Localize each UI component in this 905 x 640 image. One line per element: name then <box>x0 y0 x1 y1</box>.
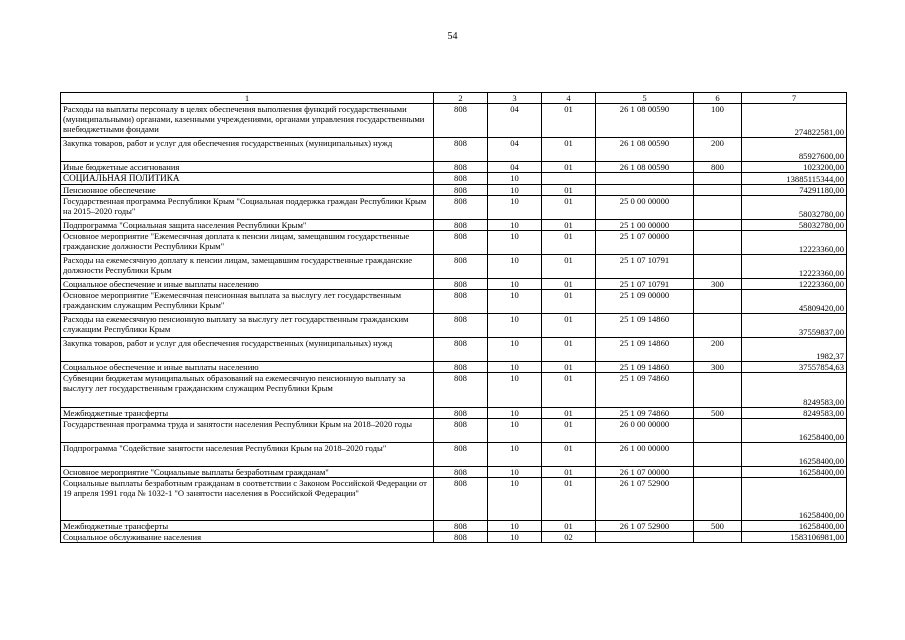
row-code-admin: 808 <box>434 408 488 419</box>
row-code-subsection: 01 <box>542 478 596 521</box>
row-name: Иные бюджетные ассигнования <box>61 162 434 173</box>
row-code-expense-type <box>694 314 742 338</box>
row-code-section: 10 <box>488 532 542 543</box>
row-name: Подпрограмма "Социальная защита населения Республики Крым" <box>61 220 434 231</box>
row-name: Основное мероприятие "Ежемесячная доплата к пенсии лицам, замещавшим государственные гражданские должности Республики Крым" <box>61 231 434 255</box>
row-amount: 16258400,00 <box>742 467 847 478</box>
row-code-expense-type <box>694 255 742 279</box>
row-amount: 8249583,00 <box>742 408 847 419</box>
row-code-section: 10 <box>488 443 542 467</box>
row-code-admin: 808 <box>434 290 488 314</box>
row-code-target: 25 1 09 14860 <box>596 338 694 362</box>
row-code-target: 25 1 07 00000 <box>596 231 694 255</box>
row-name: Государственная программа труда и занятости населения Республики Крым на 2018–2020 годы <box>61 419 434 443</box>
row-amount: 58032780,00 <box>742 196 847 220</box>
row-code-expense-type <box>694 532 742 543</box>
row-code-admin: 808 <box>434 279 488 290</box>
row-amount: 8249583,00 <box>742 373 847 408</box>
row-code-expense-type: 300 <box>694 279 742 290</box>
table-row <box>61 478 847 521</box>
table-row <box>61 338 847 362</box>
row-code-section: 10 <box>488 478 542 521</box>
row-code-admin: 808 <box>434 231 488 255</box>
row-code-subsection: 01 <box>542 162 596 173</box>
row-code-subsection: 01 <box>542 220 596 231</box>
row-code-expense-type: 800 <box>694 162 742 173</box>
row-name: Государственная программа Республики Крым "Социальная поддержка граждан Республики Крым на 2015–2020 годы" <box>61 196 434 220</box>
row-code-subsection: 01 <box>542 338 596 362</box>
row-name: Пенсионное обеспечение <box>61 185 434 196</box>
row-code-expense-type <box>694 478 742 521</box>
header-col-2: 2 <box>434 93 488 104</box>
row-code-section: 10 <box>488 290 542 314</box>
row-code-expense-type <box>694 173 742 185</box>
table-row <box>61 255 847 279</box>
row-code-target: 25 1 09 14860 <box>596 362 694 373</box>
row-amount: 1982,37 <box>742 338 847 362</box>
row-code-section: 10 <box>488 231 542 255</box>
row-code-target: 26 1 07 52900 <box>596 521 694 532</box>
row-code-expense-type <box>694 467 742 478</box>
table-row <box>61 521 847 532</box>
row-code-section: 10 <box>488 196 542 220</box>
row-amount: 16258400,00 <box>742 478 847 521</box>
budget-table-body <box>61 104 847 543</box>
row-code-subsection: 01 <box>542 196 596 220</box>
row-code-admin: 808 <box>434 467 488 478</box>
table-row <box>61 138 847 162</box>
header-col-3: 3 <box>488 93 542 104</box>
row-code-section: 10 <box>488 338 542 362</box>
row-amount: 85927600,00 <box>742 138 847 162</box>
row-amount: 58032780,00 <box>742 220 847 231</box>
row-code-subsection: 01 <box>542 443 596 467</box>
row-code-target: 26 1 08 00590 <box>596 104 694 138</box>
row-code-admin: 808 <box>434 162 488 173</box>
row-code-target: 25 1 00 00000 <box>596 220 694 231</box>
row-code-subsection: 01 <box>542 185 596 196</box>
table-row <box>61 419 847 443</box>
row-code-subsection: 01 <box>542 362 596 373</box>
row-code-subsection <box>542 173 596 185</box>
row-code-expense-type: 200 <box>694 338 742 362</box>
row-code-admin: 808 <box>434 138 488 162</box>
row-code-section: 04 <box>488 162 542 173</box>
row-code-expense-type: 100 <box>694 104 742 138</box>
row-code-section: 10 <box>488 220 542 231</box>
row-code-admin: 808 <box>434 196 488 220</box>
row-name: Расходы на ежемесячную доплату к пенсии лицам, замещавшим государственные гражданские должности Республики Крым <box>61 255 434 279</box>
row-code-expense-type <box>694 220 742 231</box>
row-code-admin: 808 <box>434 373 488 408</box>
row-code-subsection: 01 <box>542 373 596 408</box>
row-code-section: 10 <box>488 314 542 338</box>
row-code-subsection: 02 <box>542 532 596 543</box>
row-code-target: 26 1 08 00590 <box>596 138 694 162</box>
row-code-target: 26 1 07 52900 <box>596 478 694 521</box>
table-row <box>61 162 847 173</box>
page-number: 54 <box>447 31 458 42</box>
row-code-target: 25 1 09 74860 <box>596 373 694 408</box>
row-code-section: 04 <box>488 104 542 138</box>
row-name: Субвенции бюджетам муниципальных образований на ежемесячную пенсионную выплату за выслугу лет государственным гражданским служащим Республики Крым <box>61 373 434 408</box>
row-amount: 274822581,00 <box>742 104 847 138</box>
table-row <box>61 408 847 419</box>
row-code-target: 26 0 00 00000 <box>596 419 694 443</box>
row-code-admin: 808 <box>434 255 488 279</box>
table-row <box>61 196 847 220</box>
row-code-subsection: 01 <box>542 231 596 255</box>
table-row <box>61 362 847 373</box>
row-amount: 37559837,00 <box>742 314 847 338</box>
header-col-1: 1 <box>61 93 434 104</box>
row-code-admin: 808 <box>434 532 488 543</box>
row-amount: 74291180,00 <box>742 185 847 196</box>
row-code-section: 10 <box>488 373 542 408</box>
row-code-subsection: 01 <box>542 104 596 138</box>
table-row <box>61 279 847 290</box>
row-code-expense-type <box>694 231 742 255</box>
table-row <box>61 185 847 196</box>
row-amount: 1583106981,00 <box>742 532 847 543</box>
row-code-target: 25 1 09 14860 <box>596 314 694 338</box>
row-code-expense-type <box>694 196 742 220</box>
budget-table <box>60 92 847 543</box>
row-amount: 37557854,63 <box>742 362 847 373</box>
row-code-target: 26 1 08 00590 <box>596 162 694 173</box>
row-amount: 16258400,00 <box>742 443 847 467</box>
row-code-admin: 808 <box>434 173 488 185</box>
row-code-section: 10 <box>488 255 542 279</box>
row-name: Межбюджетные трансферты <box>61 521 434 532</box>
row-code-target: 25 1 07 10791 <box>596 279 694 290</box>
row-code-expense-type <box>694 290 742 314</box>
row-name: Расходы на выплаты персоналу в целях обеспечения выполнения функций государственными (муниципальными) органами, казенными учреждениями, органами управления государственными внебюджетными фондами <box>61 104 434 138</box>
row-code-target <box>596 532 694 543</box>
table-row <box>61 373 847 408</box>
row-code-target: 25 0 00 00000 <box>596 196 694 220</box>
row-code-subsection: 01 <box>542 408 596 419</box>
row-name: Социальное обеспечение и иные выплаты населению <box>61 362 434 373</box>
row-name: Социальное обеспечение и иные выплаты населению <box>61 279 434 290</box>
row-amount: 45809420,00 <box>742 290 847 314</box>
row-amount: 12223360,00 <box>742 231 847 255</box>
header-col-5: 5 <box>596 93 694 104</box>
row-code-subsection: 01 <box>542 521 596 532</box>
row-code-section: 10 <box>488 467 542 478</box>
row-code-expense-type <box>694 373 742 408</box>
table-row <box>61 290 847 314</box>
table-header-row <box>61 93 847 104</box>
table-row <box>61 314 847 338</box>
row-code-section: 10 <box>488 408 542 419</box>
row-code-admin: 808 <box>434 521 488 532</box>
row-code-subsection: 01 <box>542 138 596 162</box>
row-name: Подпрограмма "Содействие занятости населения Республики Крым на 2018–2020 годы" <box>61 443 434 467</box>
row-code-admin: 808 <box>434 220 488 231</box>
row-code-admin: 808 <box>434 362 488 373</box>
table-row <box>61 532 847 543</box>
row-name: Закупка товаров, работ и услуг для обеспечения государственных (муниципальных) нужд <box>61 138 434 162</box>
row-code-subsection: 01 <box>542 255 596 279</box>
row-code-section: 10 <box>488 419 542 443</box>
row-amount: 16258400,00 <box>742 521 847 532</box>
row-code-admin: 808 <box>434 104 488 138</box>
row-amount: 12223360,00 <box>742 279 847 290</box>
row-code-subsection: 01 <box>542 279 596 290</box>
row-name: Основное мероприятие "Социальные выплаты безработным гражданам" <box>61 467 434 478</box>
header-col-6: 6 <box>694 93 742 104</box>
row-code-expense-type: 200 <box>694 138 742 162</box>
table-row <box>61 231 847 255</box>
row-code-target <box>596 185 694 196</box>
row-code-expense-type: 300 <box>694 362 742 373</box>
row-code-section: 10 <box>488 521 542 532</box>
row-code-admin: 808 <box>434 478 488 521</box>
table-row <box>61 443 847 467</box>
table-row <box>61 104 847 138</box>
row-name: Социальное обслуживание населения <box>61 532 434 543</box>
row-code-admin: 808 <box>434 338 488 362</box>
row-code-target <box>596 173 694 185</box>
row-code-expense-type <box>694 185 742 196</box>
header-col-4: 4 <box>542 93 596 104</box>
row-code-section: 10 <box>488 279 542 290</box>
row-code-subsection: 01 <box>542 419 596 443</box>
row-code-section: 10 <box>488 173 542 185</box>
row-amount: 1023200,00 <box>742 162 847 173</box>
row-code-target: 25 1 09 00000 <box>596 290 694 314</box>
row-code-expense-type <box>694 443 742 467</box>
row-code-admin: 808 <box>434 185 488 196</box>
row-code-target: 25 1 09 74860 <box>596 408 694 419</box>
row-amount: 13885115344,00 <box>742 173 847 185</box>
row-name: Социальные выплаты безработным гражданам в соответствии с Законом Российской Федерации от 19 апреля 1991 года № 1032-1 "О занятости населения в Российской Федерации" <box>61 478 434 521</box>
row-amount: 16258400,00 <box>742 419 847 443</box>
row-code-target: 25 1 07 10791 <box>596 255 694 279</box>
row-code-expense-type: 500 <box>694 408 742 419</box>
row-code-admin: 808 <box>434 314 488 338</box>
table-row <box>61 220 847 231</box>
header-col-7: 7 <box>742 93 847 104</box>
row-code-subsection: 01 <box>542 290 596 314</box>
row-name: Основное мероприятие "Ежемесячная пенсионная выплата за выслугу лет государственным гражданским служащим Республики Крым" <box>61 290 434 314</box>
row-code-target: 26 1 00 00000 <box>596 443 694 467</box>
table-row <box>61 173 847 185</box>
row-code-subsection: 01 <box>542 314 596 338</box>
row-code-section: 10 <box>488 185 542 196</box>
row-code-admin: 808 <box>434 419 488 443</box>
table-row <box>61 467 847 478</box>
row-name: Межбюджетные трансферты <box>61 408 434 419</box>
row-name: Расходы на ежемесячную пенсионную выплату за выслугу лет государственным гражданским служащим Республики Крым <box>61 314 434 338</box>
row-code-expense-type: 500 <box>694 521 742 532</box>
row-code-section: 10 <box>488 362 542 373</box>
row-code-target: 26 1 07 00000 <box>596 467 694 478</box>
row-name: Закупка товаров, работ и услуг для обеспечения государственных (муниципальных) нужд <box>61 338 434 362</box>
row-code-expense-type <box>694 419 742 443</box>
row-name: СОЦИАЛЬНАЯ ПОЛИТИКА <box>61 173 434 185</box>
row-code-section: 04 <box>488 138 542 162</box>
row-code-admin: 808 <box>434 443 488 467</box>
row-code-subsection: 01 <box>542 467 596 478</box>
row-amount: 12223360,00 <box>742 255 847 279</box>
